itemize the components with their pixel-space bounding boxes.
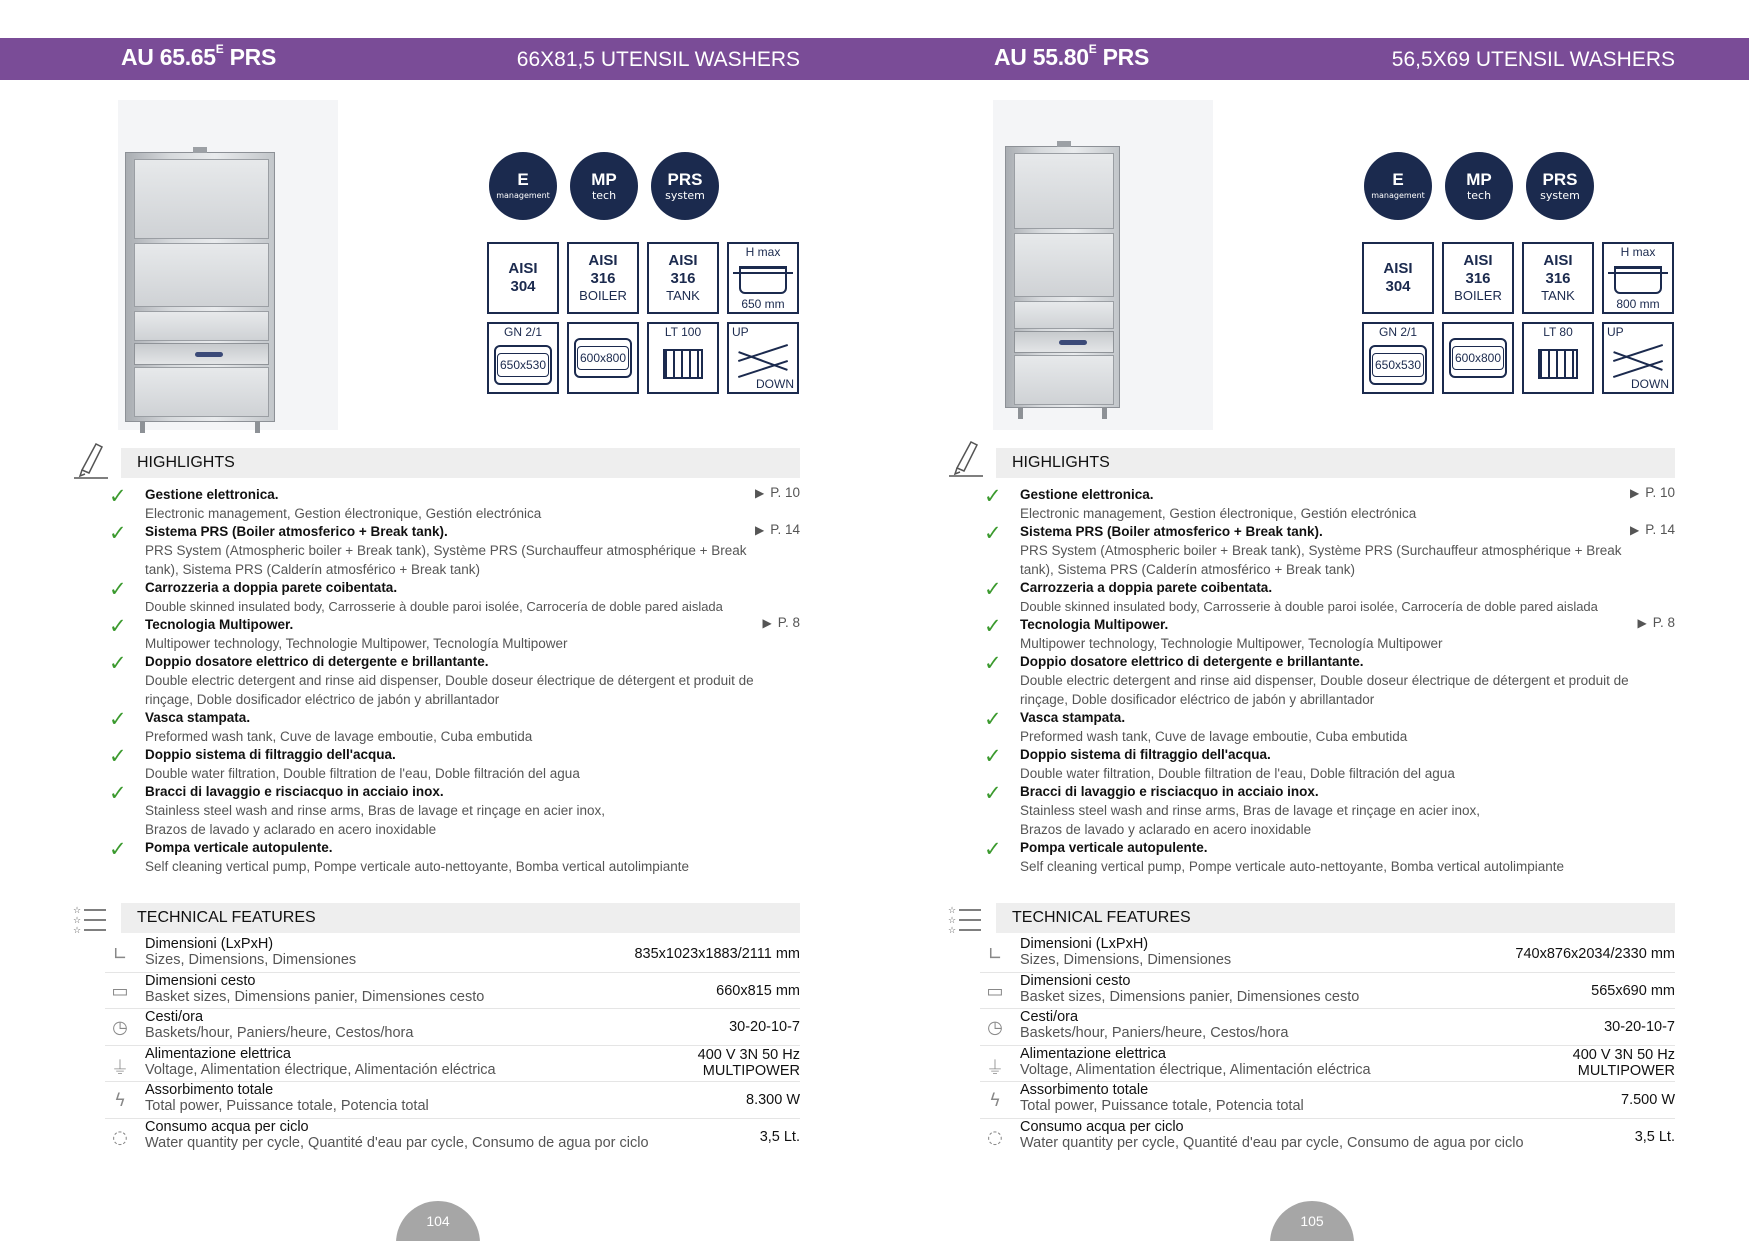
highlights-heading: HIGHLIGHTS <box>996 448 1675 478</box>
clock-icon: ◷ <box>112 1017 128 1038</box>
table-row: ∟ Dimensioni (LxPxH) Sizes, Dimensions, Dimensiones 740x876x2034/2330 mm <box>980 936 1675 973</box>
dimensions-icon: ∟ <box>112 944 128 965</box>
technical-features-heading: TECHNICAL FEATURES <box>121 903 800 933</box>
gastronorm-tray-icon: GN 2/1 650x530 <box>487 322 559 394</box>
highlights-list <box>980 485 1675 875</box>
technical-features-table <box>980 936 1675 1155</box>
gastronorm-tray-icon: GN 2/1 650x530 <box>1362 322 1434 394</box>
list-item: ✓ Doppio sistema di filtraggio dell'acqua. Double water filtration, Double filtration de l'eau, Doble filtración del agua <box>109 744 580 781</box>
model-title: AU $65.65^E$ PRS <box>121 42 276 70</box>
mp-tech-badge: MP tech <box>570 152 638 220</box>
check-icon: ✓ <box>984 651 1002 675</box>
list-item: ✓ Bracci di lavaggio e risciacquo in acciaio inox. Stainless steel wash and rinse arms, Bras de lavage et rinçage en acier inox, Brazos de lavado y aclarado en acero inoxidable <box>109 781 605 837</box>
check-icon: ✓ <box>984 521 1002 545</box>
wash-arms-icon: UP DOWN <box>727 322 799 394</box>
check-icon: ✓ <box>984 744 1002 768</box>
e-management-badge: E management <box>1364 152 1432 220</box>
table-row: ϟ Assorbimento totale Total power, Puissance totale, Potencia total 8.300 W <box>105 1082 800 1119</box>
table-row: ▭ Dimensioni cesto Basket sizes, Dimensions panier, Dimensiones cesto 660x815 mm <box>105 973 800 1010</box>
list-item: ✓ Bracci di lavaggio e risciacquo in acciaio inox. Stainless steel wash and rinse arms, Bras de lavage et rinçage en acier inox, Brazos de lavado y aclarado en acero inoxidable <box>984 781 1480 837</box>
list-item: ✓ Doppio dosatore elettrico di detergente e brillantante. Double electric detergent and rinse aid dispenser, Double doseur électrique de détergent et produit de rinçage, Doble dosificador eléctrico de jabón y abrillantador <box>984 651 1629 707</box>
highlights-heading: HIGHLIGHTS <box>121 448 800 478</box>
check-icon: ✓ <box>109 707 127 731</box>
list-item: ✓ Tecnologia Multipower. Multipower technology, Technologie Multipower, Tecnología Multipower ▶ P. 8 <box>980 615 1675 652</box>
check-icon: ✓ <box>109 614 127 638</box>
basket-icon: ▭ <box>986 980 1004 1002</box>
list-item: ✓ Sistema PRS (Boiler atmosferico + Break tank). PRS System (Atmospheric boiler + Break tank), Système PRS (Surchauffeur atmosphérique + Break tank), Sistema PRS (Calderín atmosférico + Break tank) ▶ P. 14 <box>980 522 1675 578</box>
table-row: ◌ Consumo acqua per ciclo Water quantity per cycle, Quantité d'eau par cycle, Consumo de agua por ciclo 3,5 Lt. <box>980 1119 1675 1156</box>
catalog-page-105 <box>875 0 1749 1241</box>
aisi-316-tank-icon: AISI 316 TANK <box>647 242 719 314</box>
prs-system-badge: PRS system <box>651 152 719 220</box>
plug-icon: ⏚ <box>986 1057 1004 1079</box>
plug-icon: ⏚ <box>111 1057 129 1079</box>
svg-text:☆: ☆ <box>73 916 82 926</box>
prs-system-badge: PRS system <box>1526 152 1594 220</box>
table-row: ▭ Dimensioni cesto Basket sizes, Dimensions panier, Dimensiones cesto 565x690 mm <box>980 973 1675 1010</box>
clock-icon: ◷ <box>987 1017 1003 1038</box>
aisi-304-icon: AISI 304 <box>1362 242 1434 314</box>
list-item: ✓ Tecnologia Multipower. Multipower technology, Technologie Multipower, Tecnología Multipower ▶ P. 8 <box>105 615 800 652</box>
bakery-tray-icon: 600x800 <box>567 322 639 394</box>
check-icon: ✓ <box>109 521 127 545</box>
check-icon: ✓ <box>984 707 1002 731</box>
table-row: ⏚ Alimentazione elettrica Voltage, Alimentation électrique, Alimentación eléctrica 400 V 3N 50 Hz MULTIPOWER <box>105 1046 800 1083</box>
product-photo <box>993 100 1213 430</box>
aisi-316-boiler-icon: AISI 316 BOILER <box>567 242 639 314</box>
svg-text:☆: ☆ <box>948 926 957 936</box>
highlighter-icon <box>947 436 985 478</box>
check-icon: ✓ <box>109 744 127 768</box>
series-title: 66X81,5 UTENSIL WASHERS <box>516 48 800 71</box>
feature-badges <box>1364 152 1594 220</box>
list-item: ✓ Vasca stampata. Preformed wash tank, Cuve de lavage emboutie, Cuba embutida <box>109 707 533 744</box>
svg-text:☆: ☆ <box>948 906 957 916</box>
check-icon: ✓ <box>984 484 1002 508</box>
list-item: ✓ Doppio dosatore elettrico di detergente e brillantante. Double electric detergent and rinse aid dispenser, Double doseur électrique de détergent et produit de rinçage, Doble dosificador eléctrico de jabón y abrillantador <box>109 651 754 707</box>
pot-height-icon: H max 800 mm <box>1602 242 1674 314</box>
lightning-icon: ϟ <box>989 1090 1001 1111</box>
wash-arms-icon: UP DOWN <box>1602 322 1674 394</box>
list-item: ✓ Pompa verticale autopulente. Self cleaning vertical pump, Pompe verticale auto-nettoyante, Bomba vertical autolimpiante <box>984 837 1565 874</box>
highlights-list <box>105 485 800 875</box>
check-icon: ✓ <box>984 614 1002 638</box>
basket-icon: ▭ <box>111 980 129 1002</box>
check-icon: ✓ <box>109 577 127 601</box>
bakery-tray-icon: 600x800 <box>1442 322 1514 394</box>
model-title: AU $55.80^E$ PRS <box>994 42 1149 70</box>
check-icon: ✓ <box>109 837 127 861</box>
basket-icon: LT 100 <box>647 322 719 394</box>
feature-badges <box>489 152 719 220</box>
table-row: ⏚ Alimentazione elettrica Voltage, Alimentation électrique, Alimentación eléctrica 400 V 3N 50 Hz MULTIPOWER <box>980 1046 1675 1083</box>
check-icon: ✓ <box>984 577 1002 601</box>
pot-height-icon: H max 650 mm <box>727 242 799 314</box>
table-row: ◌ Consumo acqua per ciclo Water quantity per cycle, Quantité d'eau par cycle, Consumo de agua por ciclo 3,5 Lt. <box>105 1119 800 1156</box>
aisi-316-boiler-icon: AISI 316 BOILER <box>1442 242 1514 314</box>
list-item: ✓ Gestione elettronica. Electronic management, Gestion électronique, Gestión electrónica ▶ P. 10 <box>980 485 1675 522</box>
dishwasher-image <box>125 152 275 422</box>
water-drops-icon: ◌ <box>987 1126 1003 1148</box>
e-management-badge: E management <box>489 152 557 220</box>
table-row: ∟ Dimensioni (LxPxH) Sizes, Dimensions, Dimensiones 835x1023x1883/2111 mm <box>105 936 800 973</box>
list-item: ✓ Vasca stampata. Preformed wash tank, Cuve de lavage emboutie, Cuba embutida <box>984 707 1408 744</box>
highlighter-icon <box>72 438 110 480</box>
aisi-316-tank-icon: AISI 316 TANK <box>1522 242 1594 314</box>
table-row: ◷ Cesti/ora Baskets/hour, Paniers/heure, Cestos/hora 30-20-10-7 <box>980 1009 1675 1046</box>
product-photo <box>118 100 338 430</box>
mp-tech-badge: MP tech <box>1445 152 1513 220</box>
aisi-304-icon: AISI 304 <box>487 242 559 314</box>
list-item: ✓ Gestione elettronica. Electronic management, Gestion électronique, Gestión electrónica ▶ P. 10 <box>105 485 800 522</box>
table-row: ϟ Assorbimento totale Total power, Puissance totale, Potencia total 7.500 W <box>980 1082 1675 1119</box>
check-icon: ✓ <box>109 651 127 675</box>
technical-features-heading: TECHNICAL FEATURES <box>996 903 1675 933</box>
lightning-icon: ϟ <box>114 1090 126 1111</box>
check-icon: ✓ <box>109 484 127 508</box>
basket-icon: LT 80 <box>1522 322 1594 394</box>
spec-icon-grid <box>487 242 799 394</box>
dishwasher-image <box>1005 146 1120 408</box>
list-item: ✓ Sistema PRS (Boiler atmosferico + Break tank). PRS System (Atmospheric boiler + Break tank), Système PRS (Surchauffeur atmosphérique + Break tank), Sistema PRS (Calderín atmosférico + Break tank) ▶ P. 14 <box>105 522 800 578</box>
page-number: 104 <box>396 1201 480 1241</box>
series-title: 56,5X69 UTENSIL WASHERS <box>1391 48 1675 71</box>
table-row: ◷ Cesti/ora Baskets/hour, Paniers/heure, Cestos/hora 30-20-10-7 <box>105 1009 800 1046</box>
page-number: 105 <box>1270 1201 1354 1241</box>
dimensions-icon: ∟ <box>987 944 1003 965</box>
list-item: ✓ Doppio sistema di filtraggio dell'acqua. Double water filtration, Double filtration de l'eau, Doble filtración del agua <box>984 744 1455 781</box>
water-drops-icon: ◌ <box>112 1126 128 1148</box>
check-icon: ✓ <box>984 837 1002 861</box>
catalog-page-104 <box>0 0 874 1241</box>
check-icon: ✓ <box>109 781 127 805</box>
check-icon: ✓ <box>984 781 1002 805</box>
svg-text:☆: ☆ <box>948 916 957 926</box>
svg-text:☆: ☆ <box>73 906 82 916</box>
list-item: ✓ Pompa verticale autopulente. Self cleaning vertical pump, Pompe verticale auto-nettoyante, Bomba vertical autolimpiante <box>109 837 690 874</box>
svg-text:☆: ☆ <box>73 926 82 936</box>
technical-features-table <box>105 936 800 1155</box>
list-item: ✓ Carrozzeria a doppia parete coibentata. Double skinned insulated body, Carrosserie à double paroi isolée, Carrocería de doble pared aislada <box>984 577 1598 614</box>
spec-icon-grid <box>1362 242 1674 394</box>
list-item: ✓ Carrozzeria a doppia parete coibentata. Double skinned insulated body, Carrosserie à double paroi isolée, Carrocería de doble pared aislada <box>109 577 723 614</box>
